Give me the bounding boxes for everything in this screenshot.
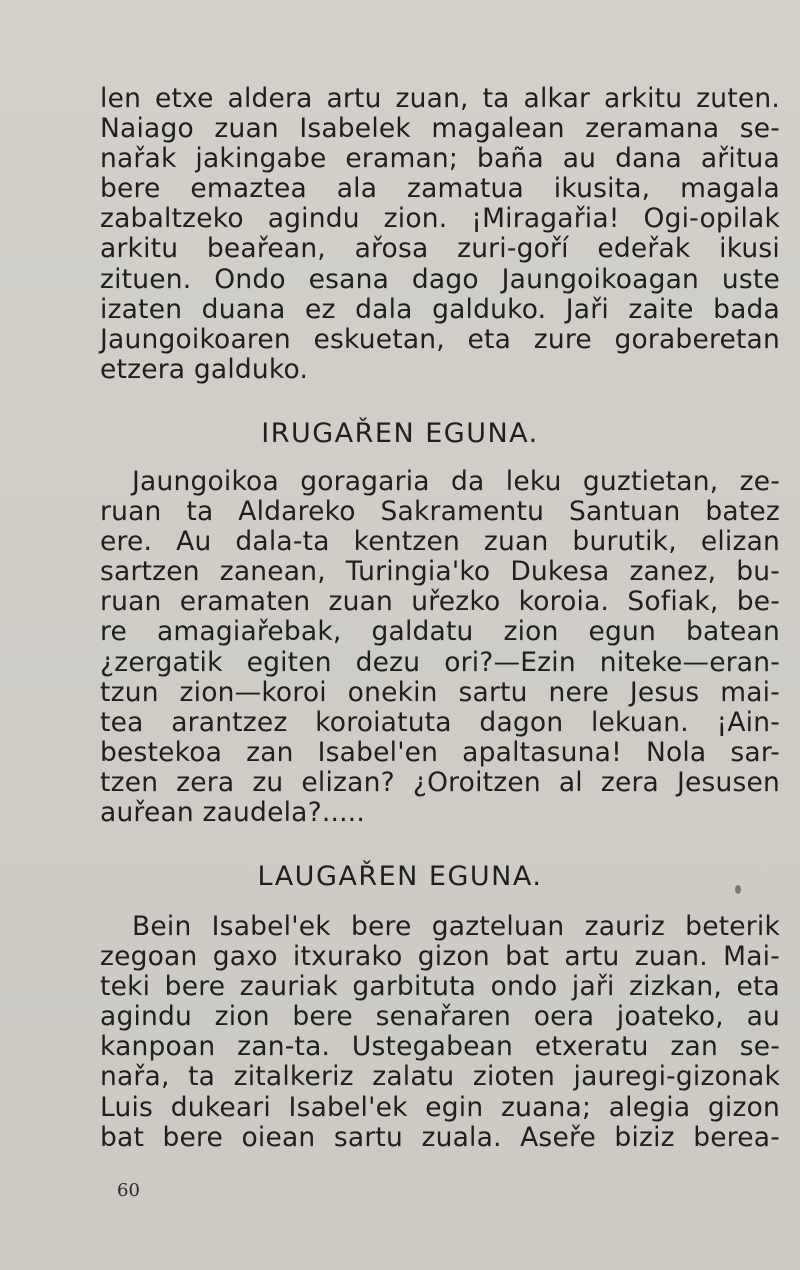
text-line: Naiago zuan Isabelek magalean zeramana se-	[100, 113, 780, 145]
text-line: bestekoa zan Isabel'en apaltasuna! Nola sar-	[100, 736, 780, 768]
section-heading	[0, 861, 800, 892]
paragraph-1	[100, 84, 780, 385]
text-line: ere. Au dala-ta kentzen zuan burutik, elizan	[100, 526, 780, 558]
text-line: sartzen zanean, Turingia'ko Dukesa zanez, bu-	[100, 556, 780, 588]
text-line: tzen zera zu elizan? ¿Oroitzen al zera Jesusen	[100, 766, 780, 798]
heading-text: IRUGAŘEN EGUNA.	[261, 418, 539, 449]
text-line: auřean zaudela?.....	[100, 797, 365, 829]
text-line: bere emaztea ala zamatua ikusita, magala	[100, 173, 780, 205]
page-number: 60	[117, 1180, 140, 1201]
heading-text: LAUGAŘEN EGUNA.	[257, 861, 543, 892]
text-line: zabaltzeko agindu zion. ¡Miragařia! Ogi-opilak	[100, 203, 780, 235]
text-line: ruan eramaten zuan uřezko koroia. Sofiak, be-	[100, 586, 780, 618]
text-line: len etxe aldera artu zuan, ta alkar arkitu zuten.	[100, 83, 780, 114]
text-line: bat bere oiean sartu zuala. Aseře biziz berea-	[100, 1121, 780, 1153]
text-line: arkitu beařean, ařosa zuri-goří edeřak ikusi	[100, 233, 780, 265]
text-line: agindu zion bere senařaren oera joateko, au	[100, 1001, 780, 1033]
text-line: Bein Isabel'ek bere gazteluan zauriz beterik	[132, 911, 780, 942]
text-line: re amagiařebak, galdatu zion egun batean	[100, 616, 780, 648]
text-line: nařak jakingabe eraman; baña au dana ařitua	[100, 143, 780, 175]
text-line: Jaungoikoa goragaria da leku guztietan, ze-	[132, 466, 780, 497]
text-line: tea arantzez koroiatuta dagon lekuan. ¡Ain-	[100, 706, 780, 738]
text-line: tzun zion—koroi onekin sartu nere Jesus mai-	[100, 676, 780, 708]
text-line: nařa, ta zitalkeriz zalatu zioten jauregi-gizonak	[100, 1061, 780, 1093]
section-heading	[0, 418, 800, 449]
text-line: ruan ta Aldareko Sakramentu Santuan batez	[100, 496, 780, 528]
text-line: zegoan gaxo itxurako gizon bat artu zuan. Mai-	[100, 941, 780, 973]
text-line: kanpoan zan-ta. Ustegabean etxeratu zan se-	[100, 1031, 780, 1063]
print-speck	[735, 885, 741, 894]
text-line: Jaungoikoaren eskuetan, eta zure goraberetan	[100, 323, 780, 355]
text-line: Luis dukeari Isabel'ek egin zuana; alegia gizon	[100, 1091, 780, 1123]
text-line: zituen. Ondo esana dago Jaungoikoagan uste	[100, 263, 780, 295]
text-line: izaten duana ez dala galduko. Jaři zaite bada	[100, 293, 780, 325]
paragraph-2	[100, 467, 780, 828]
paragraph-3	[100, 912, 780, 1153]
text-line: ¿zergatik egiten dezu ori?—Ezin niteke—eran-	[100, 646, 780, 678]
text-line: etzera galduko.	[100, 353, 309, 385]
text-line: teki bere zauriak garbituta ondo jaři zizkan, eta	[100, 971, 780, 1003]
